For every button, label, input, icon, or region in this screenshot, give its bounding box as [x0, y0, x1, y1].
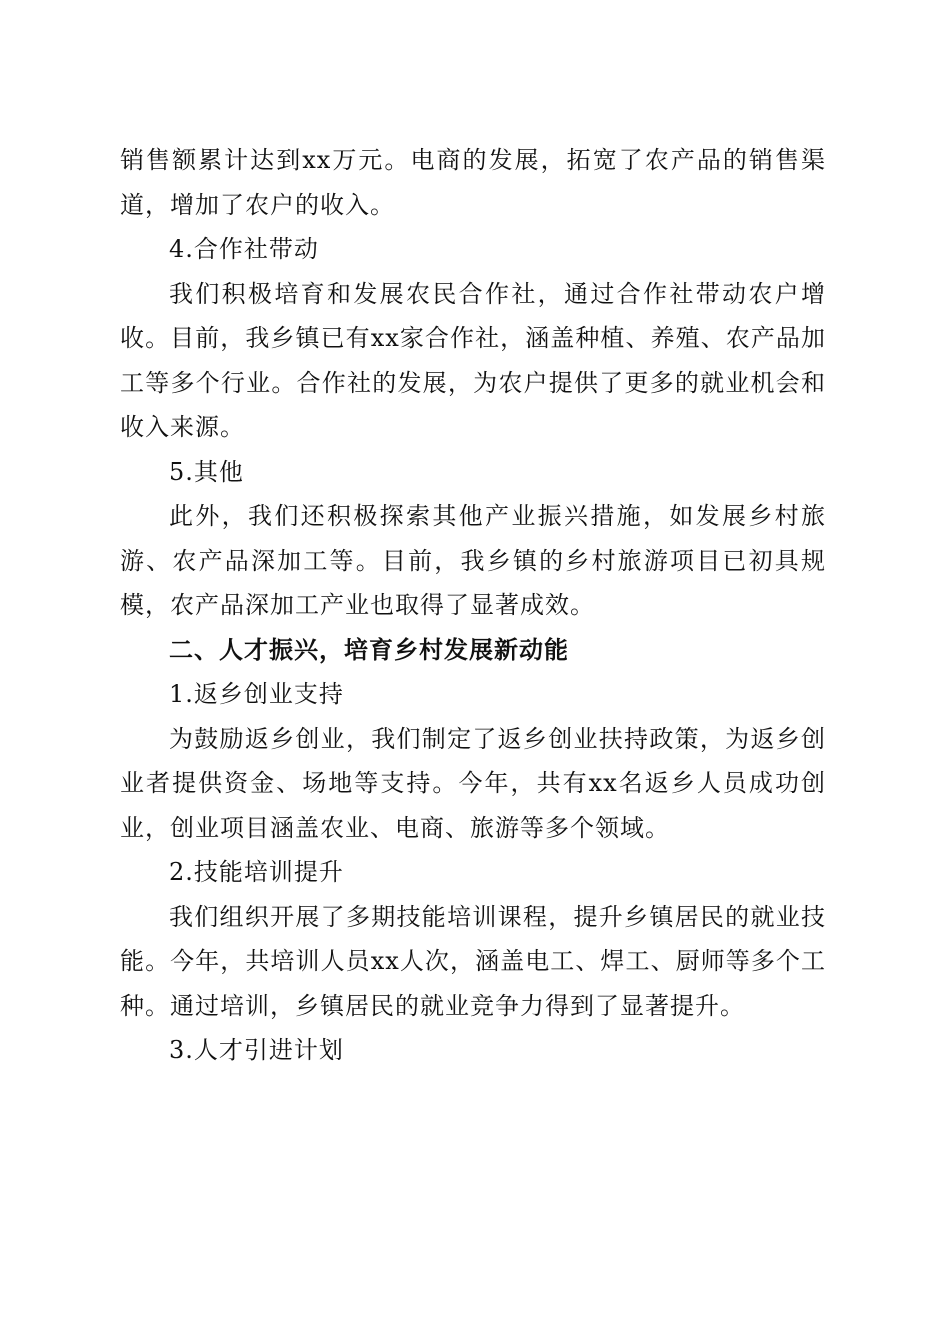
- section-heading-talent: 二、人才振兴，培育乡村发展新动能: [169, 635, 569, 664]
- subheading-skills-training: 2.技能培训提升: [169, 858, 344, 886]
- paragraph-return-startup: 为鼓励返乡创业，我们制定了返乡创业扶持政策，为返乡创业者提供资金、场地等支持。今年，共有xx名返乡人员成功创业，创业项目涵盖农业、电商、旅游等多个领域。: [120, 724, 826, 842]
- paragraph-skills-training: 我们组织开展了多期技能培训课程，提升乡镇居民的就业技能。今年，共培训人员xx人次，涵盖电工、焊工、厨师等多个工种。通过培训，乡镇居民的就业竞争力得到了显著提升。: [120, 902, 826, 1020]
- paragraph-continued: 销售额累计达到xx万元。电商的发展，拓宽了农产品的销售渠道，增加了农户的收入。: [120, 146, 826, 219]
- subheading-return-startup: 1.返乡创业支持: [169, 680, 344, 708]
- subheading-other: 5.其他: [169, 457, 244, 486]
- paragraph-other: 此外，我们还积极探索其他产业振兴措施，如发展乡村旅游、农产品深加工等。目前，我乡镇的乡村旅游项目已初具规模，农产品深加工产业也取得了显著成效。: [120, 502, 826, 619]
- paragraph-cooperative: 我们积极培育和发展农民合作社，通过合作社带动农户增收。目前，我乡镇已有xx家合作社，涵盖种植、养殖、农产品加工等多个行业。合作社的发展，为农户提供了更多的就业机会和收入来源。: [120, 279, 826, 441]
- subheading-talent-plan: 3.人才引进计划: [169, 1036, 344, 1064]
- document-body: [120, 138, 826, 1073]
- subheading-cooperative: 4.合作社带动: [169, 235, 319, 263]
